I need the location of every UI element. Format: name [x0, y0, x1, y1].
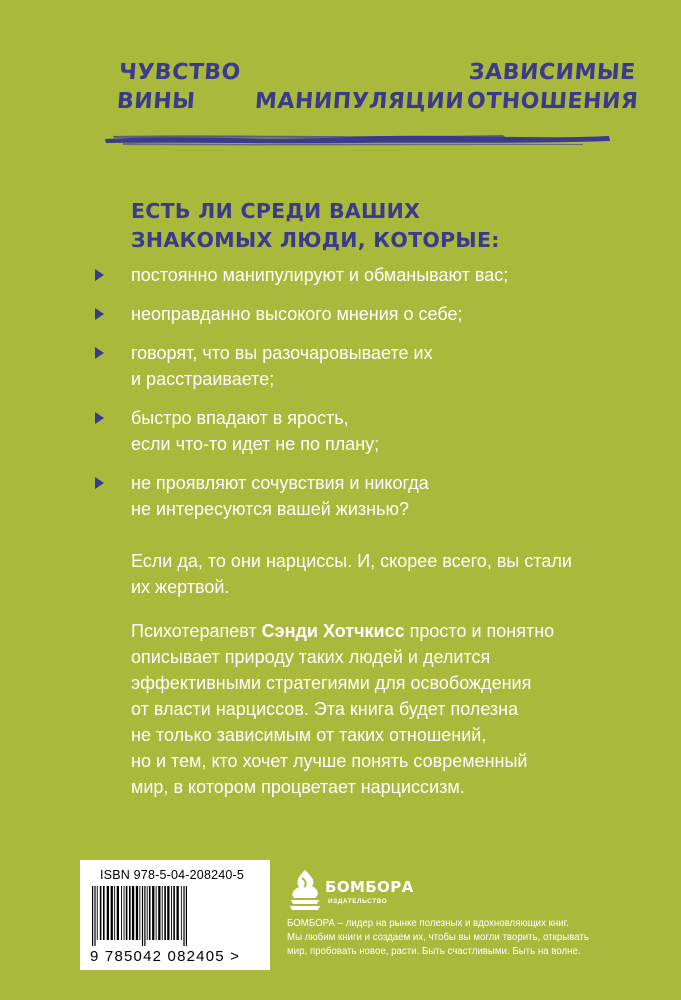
barcode-block: [80, 860, 270, 970]
barcode-bar: [156, 886, 157, 940]
list-item: [95, 262, 565, 288]
isbn-text: ISBN 978-5-04-208240-5: [100, 868, 245, 882]
question-heading: [131, 197, 500, 255]
paragraph-line: от власти нарциссов. Эта книга будет полезна: [131, 699, 519, 719]
author-name: Сэнди Хотчкисс: [261, 621, 405, 641]
paragraph-line: Если да, то они нарциссы. И, скорее всего, вы стали: [131, 551, 572, 571]
barcode-bar: [158, 886, 160, 940]
barcode-bar: [124, 886, 125, 940]
barcode-bar: [129, 886, 131, 940]
triangle-bullet-icon: [95, 412, 104, 424]
paragraph-prefix: Психотерапевт: [131, 621, 262, 641]
brush-stroke-divider: [103, 130, 613, 148]
barcode-bar: [111, 886, 113, 940]
list-item: [95, 470, 565, 522]
paragraph-line: не только зависимым от таких отношений,: [131, 725, 487, 745]
barcode-bar: [186, 886, 187, 946]
triangle-bullet-icon: [95, 308, 104, 320]
list-item: [95, 301, 565, 327]
bullet-list: [95, 262, 565, 535]
barcode-bar: [92, 886, 93, 946]
slogan-line: БОМБОРА – лидер на рынке полезных и вдохновляющих книг.: [287, 918, 569, 929]
paragraph-description: [131, 618, 631, 800]
paragraph-line: [131, 618, 631, 644]
barcode-bar: [173, 886, 175, 940]
barcode-bar: [181, 886, 182, 940]
barcode-bar: [121, 886, 122, 940]
barcode-bar: [107, 886, 109, 940]
publisher-subtitle: ИЗДАТЕЛЬСТВО: [328, 898, 388, 905]
list-item-line: говорят, что вы разочаровываете их: [131, 343, 433, 363]
barcode-bar: [164, 886, 166, 940]
barcode-bar: [142, 886, 143, 946]
barcode-bar: [149, 886, 151, 940]
triangle-bullet-icon: [95, 269, 104, 281]
barcode-bar: [97, 886, 98, 940]
tag-manipulation-text: МАНИПУЛЯЦИИ: [254, 89, 465, 114]
list-item-line: быстро впадают в ярость,: [131, 408, 349, 428]
paragraph-line1-rest: просто и понятно: [404, 621, 555, 641]
tag-manipulation: [254, 87, 465, 116]
barcode-digits: 9 785042 082405 >: [90, 948, 241, 965]
barcode-bar: [162, 886, 163, 940]
triangle-bullet-icon: [95, 477, 104, 489]
paragraph-line: эффективными стратегиями для освобождения: [131, 673, 532, 693]
barcode-bar: [152, 886, 154, 940]
list-item-line: постоянно манипулируют и обманывают вас;: [131, 265, 509, 285]
tag-guilt-line2: ВИНЫ: [116, 89, 197, 114]
barcode-bar: [136, 886, 138, 940]
paragraph-line: но и тем, кто хочет лучше понять современный: [131, 751, 528, 771]
publisher-slogan: [287, 917, 617, 959]
barcode-bar: [94, 886, 95, 946]
barcode-bar: [177, 886, 179, 940]
slogan-line: мир, пробовать новое, расти. Быть счастливыми. Быть на волне.: [287, 946, 581, 957]
paragraph-line: мир, в котором процветает нарциссизм.: [131, 777, 465, 797]
tag-dependent-line2: ОТНОШЕНИЯ: [466, 89, 640, 114]
slogan-line: Мы любим книги и создаем их, чтобы вы могли творить, открывать: [287, 932, 589, 943]
list-item: [95, 405, 565, 457]
barcode-bar: [167, 886, 169, 940]
triangle-bullet-icon: [95, 347, 104, 359]
list-item-line: неоправданно высокого мнения о себе;: [131, 304, 463, 324]
barcode-bar: [147, 886, 148, 940]
bombora-logo-icon: [288, 868, 322, 914]
list-item-line: и расстраиваете;: [131, 369, 275, 389]
question-line2: ЗНАКОМЫХ ЛЮДИ, КОТОРЫЕ:: [131, 228, 500, 252]
tag-dependent-line1: ЗАВИСИМЫЕ: [468, 60, 637, 85]
paragraph-conclusion: [131, 548, 631, 600]
list-item: [95, 340, 565, 392]
barcode-bar: [100, 886, 102, 940]
list-item-line: не интересуются вашей жизнью?: [131, 499, 409, 519]
barcode-bar: [132, 886, 134, 940]
barcode-bar: [171, 886, 172, 940]
barcode-bar: [144, 886, 145, 946]
barcode-bar: [114, 886, 115, 940]
barcode-bar: [103, 886, 105, 940]
tag-dependent-relationships: [466, 58, 641, 116]
barcode-bar: [126, 886, 128, 940]
tag-guilt-line1: ЧУВСТВО: [118, 60, 242, 85]
barcode-icon: [88, 886, 262, 948]
barcode-bar: [117, 886, 119, 940]
barcode-bar: [139, 886, 140, 940]
publisher-name: БОМБОРА: [325, 878, 414, 896]
list-item-line: если что-то идет не по плану;: [131, 434, 380, 454]
barcode-bar: [183, 886, 184, 946]
paragraph-line: их жертвой.: [131, 577, 230, 597]
tag-guilt: [116, 58, 242, 116]
question-line1: ЕСТЬ ЛИ СРЕДИ ВАШИХ: [131, 199, 421, 223]
paragraph-line: описывает природу таких людей и делится: [131, 647, 491, 667]
list-item-line: не проявляют сочувствия и никогда: [131, 473, 429, 493]
